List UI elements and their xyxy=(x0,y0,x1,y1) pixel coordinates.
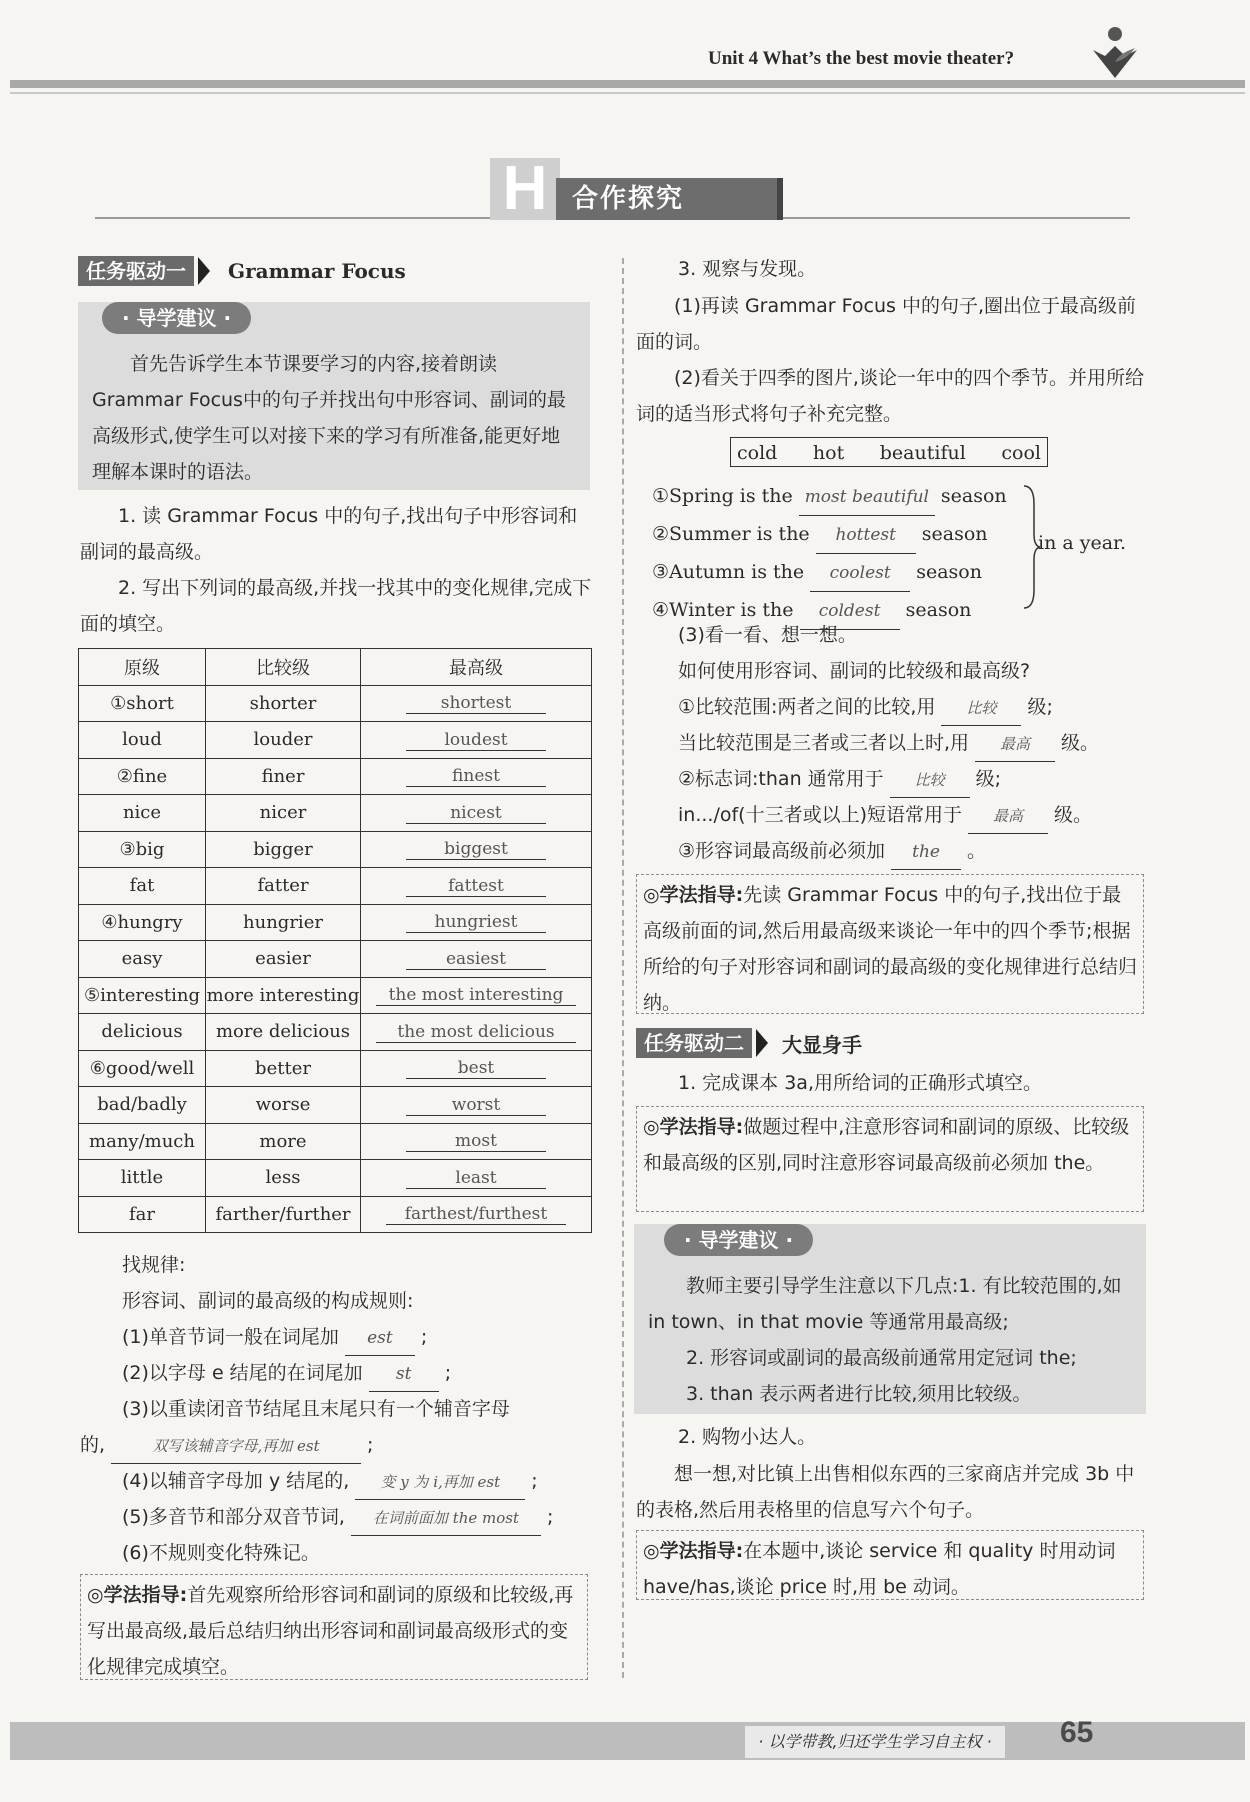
rule-5-text: (5)多音节和部分双音节词, xyxy=(122,1506,345,1528)
answer-2-pre: 当比较范围是三者或三者以上时,用 xyxy=(678,732,970,754)
superlative-cell xyxy=(361,831,592,868)
table-row xyxy=(79,1123,592,1160)
comparative-cell: farther/further xyxy=(206,1196,361,1233)
rule-3-semicolon: ; xyxy=(367,1434,374,1456)
word-bank-item: cold xyxy=(737,442,778,464)
answer-3-post: 级; xyxy=(975,768,1002,790)
comparative-cell: fatter xyxy=(206,868,361,905)
rule-2-semicolon: ; xyxy=(444,1362,452,1384)
header-rule-thin xyxy=(10,92,1245,94)
superlative-answer: nicest xyxy=(406,803,546,824)
tip-label-4: ◎学法指导: xyxy=(643,1540,744,1562)
sentence-end: season xyxy=(921,523,988,545)
answer-line-5 xyxy=(678,834,986,870)
comparative-cell: shorter xyxy=(206,685,361,722)
answer-line-4 xyxy=(678,798,1092,834)
season-sentence xyxy=(652,554,1007,592)
base-cell: ②fine xyxy=(79,758,206,795)
sentence-start: ①Spring is the xyxy=(652,485,793,507)
tip-box-2 xyxy=(636,874,1144,1014)
task1-tag: 任务驱动一 xyxy=(78,256,194,286)
guide-box-1 xyxy=(78,302,590,490)
answer-line-2 xyxy=(678,726,1099,762)
tip-label-3: ◎学法指导: xyxy=(643,1116,744,1138)
sentence-answer: hottest xyxy=(816,517,916,554)
table-row xyxy=(79,758,592,795)
superlative-cell xyxy=(361,904,592,941)
comparative-cell: bigger xyxy=(206,831,361,868)
comparative-cell: nicer xyxy=(206,795,361,832)
task2-title: 大显身手 xyxy=(782,1032,862,1057)
sentence-end: season xyxy=(916,561,982,583)
step3-question: 如何使用形容词、副词的比较级和最高级? xyxy=(678,660,1031,682)
superlative-answer: loudest xyxy=(406,730,546,751)
comparative-cell: more delicious xyxy=(206,1014,361,1051)
superlative-answer: most xyxy=(406,1131,546,1152)
word-bank-item: cool xyxy=(1001,442,1041,464)
guide-text-2b: 2. 形容词或副词的最高级前通常用定冠词 the; xyxy=(686,1347,1077,1369)
tip-text-1: 首先观察所给形容词和副词的原级和比较级,再写出最高级,最后总结归纳出形容词和副词最高级形式的变化规律完成填空。 xyxy=(87,1584,574,1678)
rule-4 xyxy=(122,1464,538,1500)
rules-intro: 形容词、副词的最高级的构成规则: xyxy=(122,1290,414,1312)
column-divider xyxy=(622,258,624,1678)
guide-text-2c: 3. than 表示两者进行比较,须用比较级。 xyxy=(686,1383,1032,1405)
in-a-year: in a year. xyxy=(1038,532,1127,554)
comparative-cell: easier xyxy=(206,941,361,978)
rule-4-answer: 变 y 为 i,再加 est xyxy=(355,1465,525,1500)
answer-1-pre: ①比较范围:两者之间的比较,用 xyxy=(678,696,936,718)
table-row xyxy=(79,941,592,978)
tip-label-2: ◎学法指导: xyxy=(643,884,744,906)
guide-box-2 xyxy=(634,1224,1146,1414)
page-number: 65 xyxy=(1060,1716,1094,1749)
superlative-cell xyxy=(361,1014,592,1051)
table-row xyxy=(79,1087,592,1124)
answer-3-pre: ②标志词:than 通常用于 xyxy=(678,768,884,790)
answer-4-pre: in.../of(十三者或以上)短语常用于 xyxy=(678,804,962,826)
superlative-answer: worst xyxy=(406,1095,546,1116)
answer-5-post: 。 xyxy=(967,840,987,862)
table-row xyxy=(79,868,592,905)
table-row xyxy=(79,1196,592,1233)
base-cell: ⑤interesting xyxy=(79,977,206,1014)
superlative-cell xyxy=(361,722,592,759)
answer-5-pre: ③形容词最高级前必须加 xyxy=(678,840,886,862)
rule-2-text: (2)以字母 e 结尾的在词尾加 xyxy=(122,1362,363,1384)
answer-5-blank: the xyxy=(891,835,961,870)
superlative-cell xyxy=(361,1196,592,1233)
rule-3b-text: 的, xyxy=(80,1434,106,1456)
rule-6: (6)不规则变化特殊记。 xyxy=(122,1542,320,1564)
header-base: 原级 xyxy=(79,649,206,686)
superlative-cell xyxy=(361,1123,592,1160)
tip-text-4: 在本题中,谈论 service 和 quality 时用动词 have/has,谈论 price 时,用 be 动词。 xyxy=(643,1540,1116,1598)
sentence-start: ③Autumn is the xyxy=(652,561,805,583)
task2-item2: 2. 购物小达人。 xyxy=(678,1426,817,1448)
unit-title: Unit 4 What’s the best movie theater? xyxy=(708,48,1015,69)
comparative-cell: more xyxy=(206,1123,361,1160)
step1-text: 1. 读 Grammar Focus 中的句子,找出句子中形容词和副词的最高级。 xyxy=(80,505,578,563)
header-superlative: 最高级 xyxy=(361,649,592,686)
tip-box-3 xyxy=(636,1106,1144,1212)
superlative-answer: farthest/furthest xyxy=(386,1204,566,1225)
comparative-cell: less xyxy=(206,1160,361,1197)
answer-line-3 xyxy=(678,762,1001,798)
comparative-cell: better xyxy=(206,1050,361,1087)
table-row xyxy=(79,904,592,941)
season-sentences xyxy=(652,478,1007,630)
step3-p2: (2)看关于四季的图片,谈论一年中的四个季节。并用所给词的适当形式将句子补充完整。 xyxy=(636,367,1144,425)
superlative-answer: hungriest xyxy=(406,912,546,933)
season-sentence xyxy=(652,516,1007,554)
table-row xyxy=(79,977,592,1014)
answer-1-blank: 比较 xyxy=(941,691,1021,726)
base-cell: ①short xyxy=(79,685,206,722)
superlative-answer: least xyxy=(406,1168,546,1189)
base-cell: bad/badly xyxy=(79,1087,206,1124)
answer-2-post: 级。 xyxy=(1061,732,1100,754)
tip-text-2: 先读 Grammar Focus 中的句子,找出位于最高级前面的词,然后用最高级来谈论一年中的四个季节;根据所给的句子对形容词和副词的最高级的变化规律进行总结归纳。 xyxy=(643,884,1138,1014)
answer-4-blank: 最高 xyxy=(968,799,1048,834)
rule-4-semicolon: ; xyxy=(531,1470,538,1492)
base-cell: loud xyxy=(79,722,206,759)
superlative-answer: fattest xyxy=(406,876,546,897)
superlative-answer: easiest xyxy=(406,949,546,970)
superlative-answer: shortest xyxy=(406,693,546,714)
rule-1-text: (1)单音节词一般在词尾加 xyxy=(122,1326,339,1348)
base-cell: ⑥good/well xyxy=(79,1050,206,1087)
superlative-answer: biggest xyxy=(406,839,546,860)
superlative-cell xyxy=(361,758,592,795)
task2-item1: 1. 完成课本 3a,用所给词的正确形式填空。 xyxy=(678,1072,1042,1094)
comparative-cell: louder xyxy=(206,722,361,759)
base-cell: ③big xyxy=(79,831,206,868)
rule-5-answer: 在词前面加 the most xyxy=(351,1501,541,1536)
guide-text-2a: 教师主要引导学生注意以下几点:1. 有比较范围的,如 in town、in that movie 等通常用最高级; xyxy=(648,1275,1122,1333)
comparative-cell: worse xyxy=(206,1087,361,1124)
task2-item2-text: 想一想,对比镇上出售相似东西的三家商店并完成 3b 中的表格,然后用表格里的信息写六个句子。 xyxy=(636,1463,1135,1521)
comparative-cell: more interesting xyxy=(206,977,361,1014)
table-row xyxy=(79,831,592,868)
guide-label-1: · 导学建议 · xyxy=(102,302,251,334)
rule-1-answer: est xyxy=(345,1321,415,1356)
base-cell: little xyxy=(79,1160,206,1197)
task2-tag: 任务驱动二 xyxy=(636,1028,752,1058)
table-row xyxy=(79,1160,592,1197)
table-row xyxy=(79,685,592,722)
base-cell: delicious xyxy=(79,1014,206,1051)
rule-3: (3)以重读闭音节结尾且末尾只有一个辅音字母 xyxy=(122,1398,510,1420)
rule-2-answer: st xyxy=(369,1357,439,1392)
superlative-cell xyxy=(361,1050,592,1087)
step3-heading: 3. 观察与发现。 xyxy=(678,258,817,280)
superlative-cell xyxy=(361,868,592,905)
task1-title: Grammar Focus xyxy=(228,259,406,283)
superlative-answer: best xyxy=(406,1058,546,1079)
answer-3-blank: 比较 xyxy=(890,763,970,798)
footer-motto: · 以学带教,归还学生学习自主权 · xyxy=(745,1726,1005,1758)
rule-1-semicolon: ; xyxy=(420,1326,428,1348)
superlative-cell xyxy=(361,977,592,1014)
task2-arrow-icon xyxy=(756,1029,768,1057)
sentence-end: season xyxy=(940,485,1007,507)
step2-text: 2. 写出下列词的最高级,并找一找其中的变化规律,完成下面的填空。 xyxy=(80,577,592,635)
superlative-cell xyxy=(361,795,592,832)
guide-label-2: · 导学建议 · xyxy=(664,1224,813,1256)
rule-4-text: (4)以辅音字母加 y 结尾的, xyxy=(122,1470,350,1492)
superlative-cell xyxy=(361,941,592,978)
header-rule xyxy=(10,80,1245,88)
sentence-answer: most beautiful xyxy=(799,479,935,516)
superlative-answer: the most interesting xyxy=(376,985,576,1006)
step3-p1: (1)再读 Grammar Focus 中的句子,圈出位于最高级前面的词。 xyxy=(636,295,1136,353)
table-row xyxy=(79,722,592,759)
superlative-table xyxy=(78,648,592,1233)
tip-label-1: ◎学法指导: xyxy=(87,1584,188,1606)
sentence-answer: coldest xyxy=(800,593,900,630)
rule-5 xyxy=(122,1500,553,1536)
superlative-answer: finest xyxy=(406,766,546,787)
base-cell: easy xyxy=(79,941,206,978)
comparative-cell: hungrier xyxy=(206,904,361,941)
task1-arrow-icon xyxy=(198,257,210,285)
base-cell: nice xyxy=(79,795,206,832)
base-cell: fat xyxy=(79,868,206,905)
task1-header xyxy=(78,256,406,286)
superlative-answer: the most delicious xyxy=(376,1022,576,1043)
base-cell: far xyxy=(79,1196,206,1233)
tip-text-3: 做题过程中,注意形容词和副词的原级、比较级和最高级的区别,同时注意形容词最高级前必须加 the。 xyxy=(643,1116,1130,1174)
sentence-answer: coolest xyxy=(810,555,910,592)
base-cell: many/much xyxy=(79,1123,206,1160)
header-comparative: 比较级 xyxy=(206,649,361,686)
tip-box-4 xyxy=(636,1530,1144,1600)
answer-4-post: 级。 xyxy=(1053,804,1092,826)
season-sentence xyxy=(652,478,1007,516)
rule-2 xyxy=(122,1356,451,1392)
sentence-start: ②Summer is the xyxy=(652,523,810,545)
rule-1 xyxy=(122,1320,427,1356)
superlative-cell xyxy=(361,1160,592,1197)
table-row xyxy=(79,795,592,832)
answer-1-post: 级; xyxy=(1027,696,1053,718)
section-letter: H xyxy=(490,158,560,220)
word-bank-item: hot xyxy=(812,442,845,464)
guide-text-1: 首先告诉学生本节课要学习的内容,接着朗读Grammar Focus中的句子并找出句中形容词、副词的最高级形式,使学生可以对接下来的学习有所准备,能更好地理解本课时的语法。 xyxy=(92,353,566,483)
task2-header xyxy=(636,1028,862,1058)
rule-5-semicolon: ; xyxy=(546,1506,554,1528)
word-bank-item: beautiful xyxy=(879,442,966,464)
table-header-row xyxy=(79,649,592,686)
rule-3-answer: 双写该辅音字母,再加 est xyxy=(111,1429,361,1464)
comparative-cell: finer xyxy=(206,758,361,795)
table-row xyxy=(79,1050,592,1087)
sentence-start: ④Winter is the xyxy=(652,599,794,621)
rule-3-cont xyxy=(80,1428,373,1464)
tip-box-1 xyxy=(80,1574,588,1680)
sentence-end: season xyxy=(905,599,972,621)
rules-heading: 找规律: xyxy=(122,1254,186,1276)
answer-line-1 xyxy=(678,690,1053,726)
base-cell: ④hungry xyxy=(79,904,206,941)
answer-2-blank: 最高 xyxy=(975,727,1055,762)
step3-p3: (3)看一看、想一想。 xyxy=(678,624,857,646)
superlative-cell xyxy=(361,685,592,722)
table-row xyxy=(79,1014,592,1051)
leaf-logo-icon xyxy=(1085,22,1145,82)
word-bank xyxy=(730,437,1048,467)
superlative-cell xyxy=(361,1087,592,1124)
section-title: 合作探究 xyxy=(556,178,783,220)
